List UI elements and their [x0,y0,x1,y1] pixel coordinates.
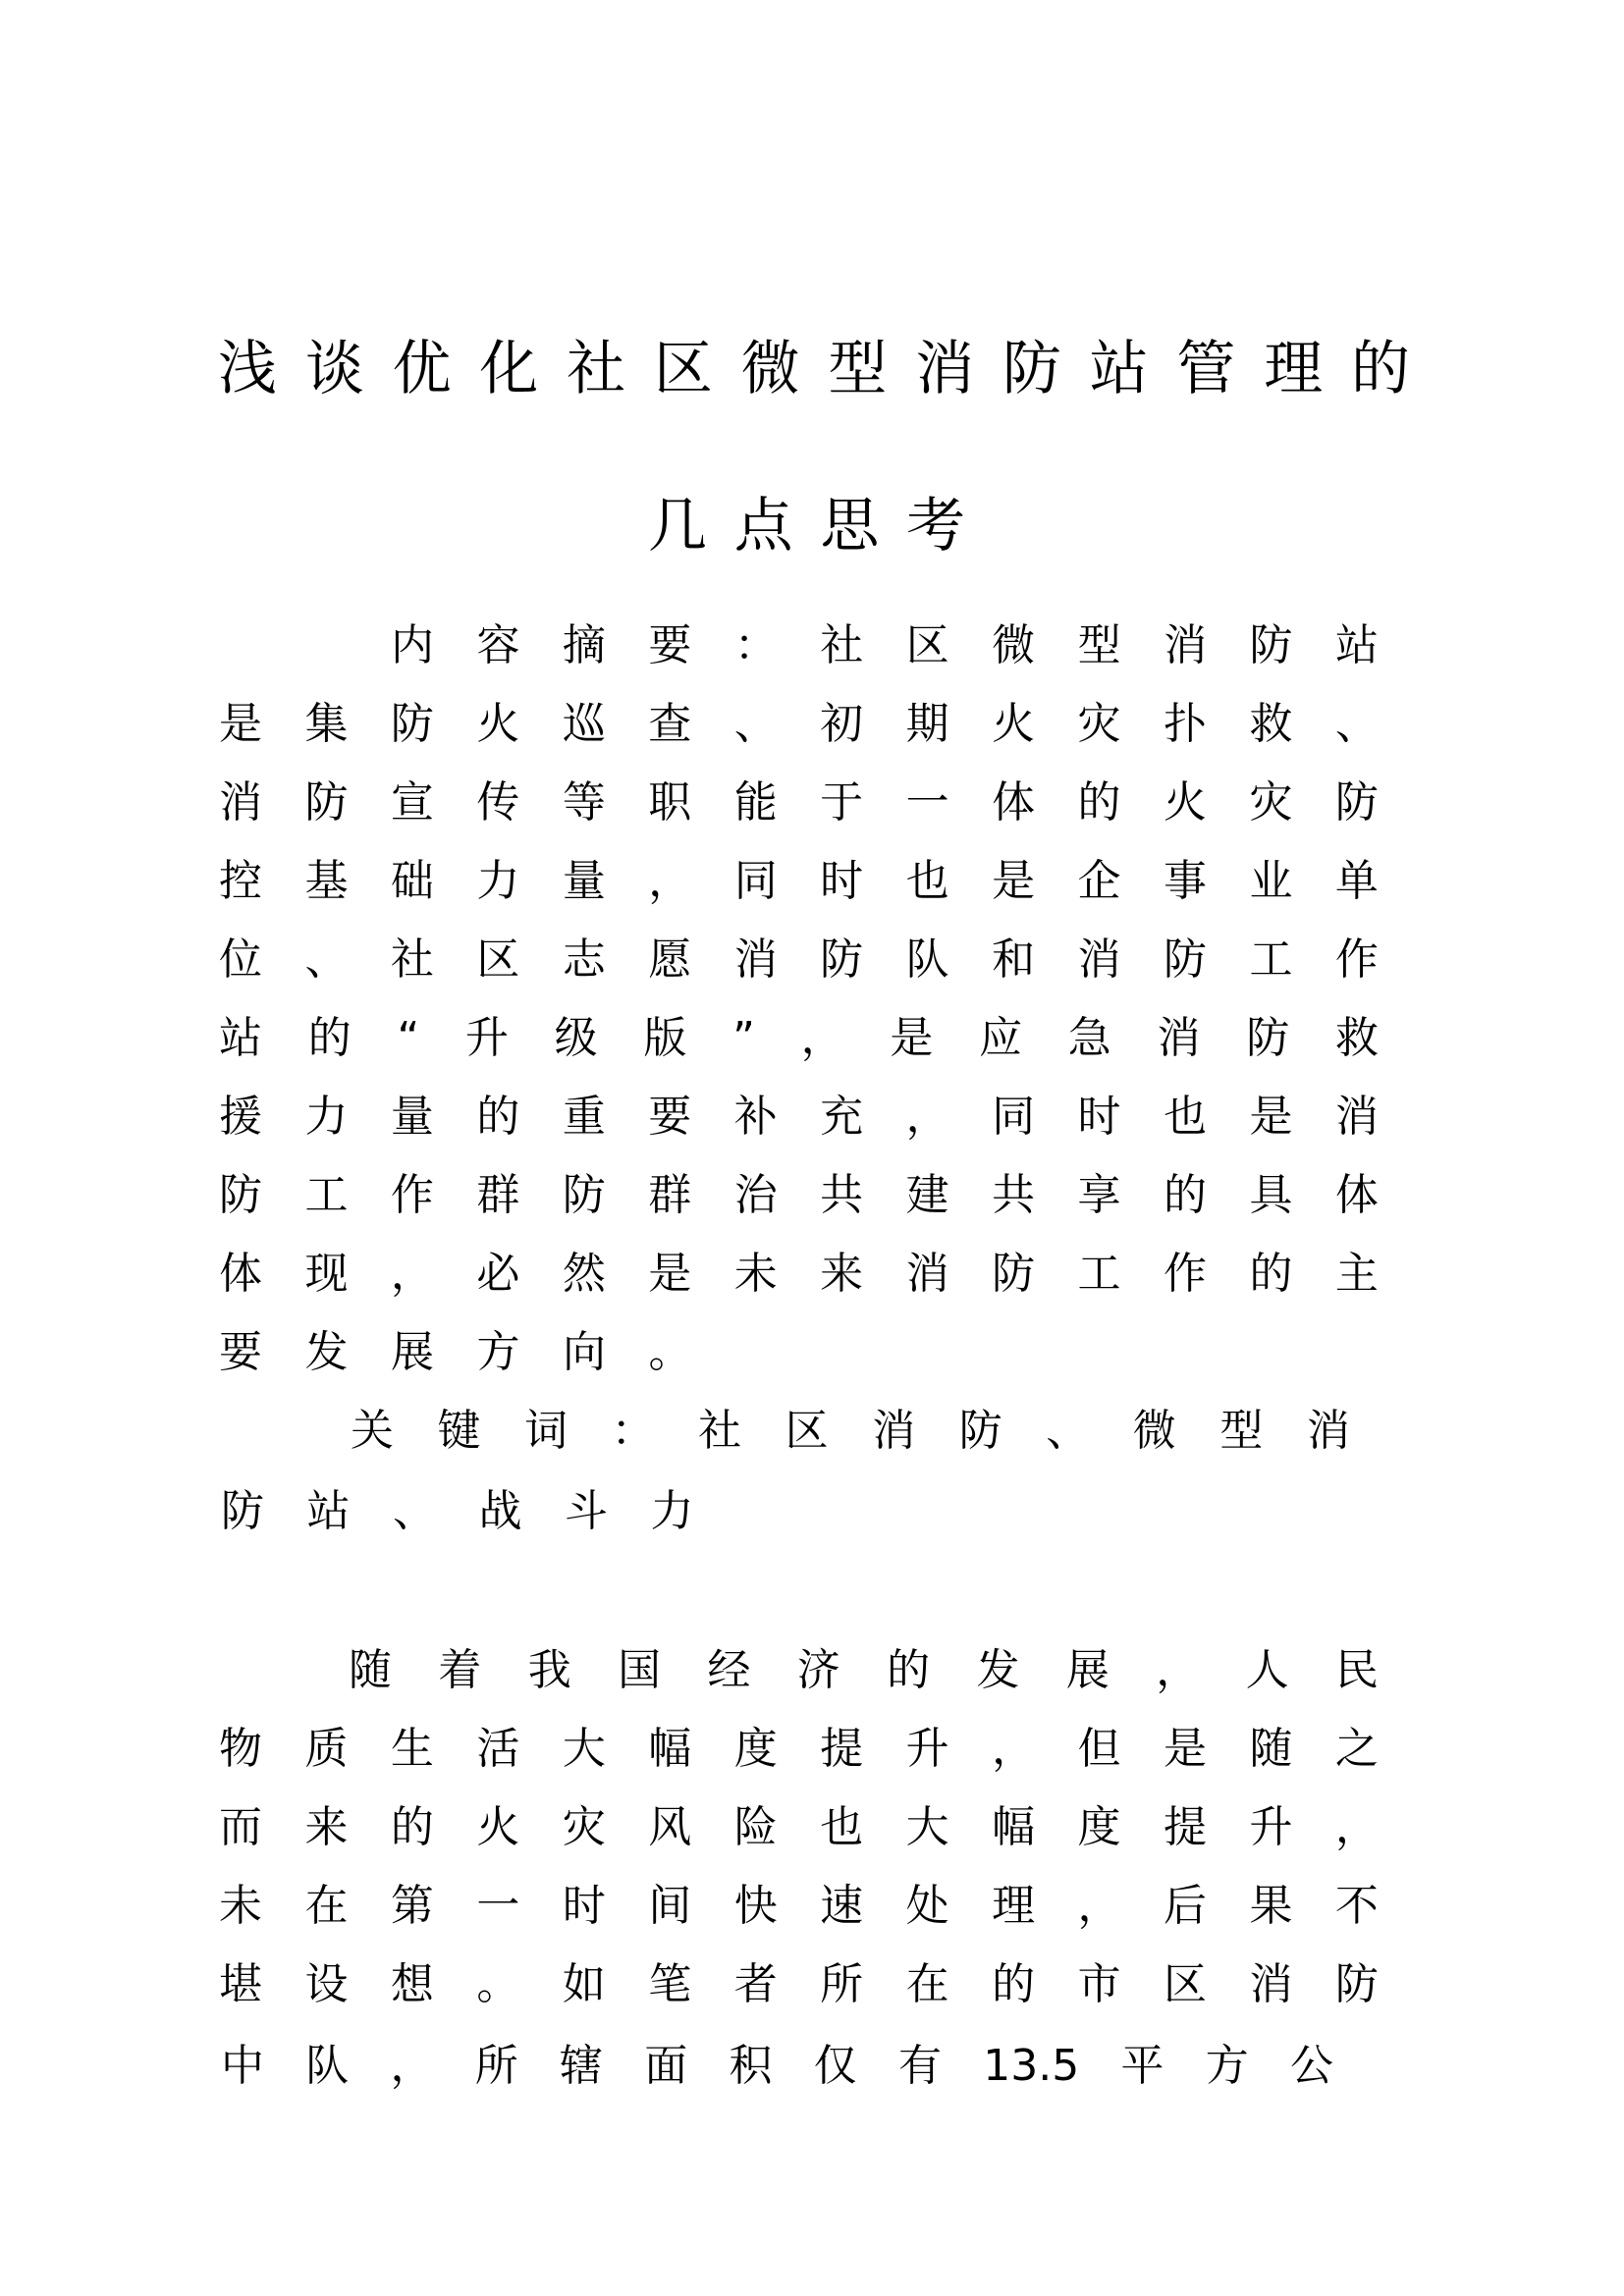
text-char: 防 [562,1170,606,1220]
text-char: ： [733,620,778,670]
text-char: 共 [992,1170,1036,1220]
text-char: 作 [390,1170,434,1220]
text-char: 微 [1132,1406,1176,1456]
text-char: 想 [390,1959,434,2009]
text-char: 词 [524,1406,568,1456]
text-char: 区 [1163,1959,1207,2009]
text-char: 的 [1077,777,1121,828]
text-char: 事 [1163,856,1207,906]
text-char: 防 [1163,934,1207,985]
text-char: 积 [729,2041,773,2091]
text-char: 站 [1334,620,1379,670]
text-char: 防 [1246,1013,1290,1063]
text-char: 初 [820,699,864,749]
text-char: 灾 [562,1802,606,1852]
text-char: 方 [476,1327,520,1377]
text-char: 度 [1077,1802,1121,1852]
text-char: 如 [562,1959,606,2009]
text-char: 着 [438,1645,482,1695]
text-char: 区 [785,1406,829,1456]
text-char: 应 [979,1013,1023,1063]
text-char: 快 [733,1881,778,1931]
text-char: 群 [648,1170,692,1220]
text-char: 愿 [648,934,692,985]
text-char: 公 [1289,2041,1333,2091]
text-char: 防 [304,777,349,828]
text-char: 幅 [648,1724,692,1774]
text-char: 市 [1077,1959,1121,2009]
text-char: 消 [905,1249,949,1299]
text-char: 谈 [304,335,364,403]
text-char: 时 [820,856,864,906]
text-char: 消 [1164,620,1208,670]
text-char: 要 [648,1092,692,1142]
text-char: 火 [992,699,1036,749]
text-char: 物 [219,1724,262,1774]
text-char: 防 [820,934,864,985]
text-char: 级 [554,1013,598,1063]
text-char: 消 [1077,934,1121,985]
text-char: 理 [992,1881,1036,1931]
text-char: 也 [820,1802,864,1852]
text-char: 火 [476,699,520,749]
text-char: 必 [476,1249,520,1299]
text-char: ， [992,1724,1036,1774]
text-char: 站 [219,1013,262,1063]
text-char: 、 [733,699,778,749]
text-char: 援 [219,1092,262,1142]
text-char: 是 [1249,1092,1293,1142]
text-char: 发 [304,1327,349,1377]
text-char: 宣 [390,777,434,828]
text-char: 中 [221,2041,264,2091]
text-char: 防 [390,699,434,749]
text-char: 是 [992,856,1036,906]
text-char: ， [1334,1802,1379,1852]
text-char: 有 [898,2041,942,2091]
text-char: 之 [1334,1724,1379,1774]
text-char: 理 [1264,335,1324,403]
text-char: 是 [1163,1724,1207,1774]
text-char: 来 [820,1249,864,1299]
text-char: 未 [219,1881,262,1931]
body-line [219,1724,1379,1775]
text-char: 享 [1077,1170,1121,1220]
text-char: 优 [392,335,452,403]
text-char: 微 [740,335,800,403]
text-char: 消 [733,934,778,985]
text-char: 斗 [565,1486,608,1536]
text-char: 内 [391,620,434,670]
text-char: 、 [393,1486,436,1536]
text-char: 后 [1163,1881,1207,1931]
text-char: 大 [905,1802,949,1852]
text-char: 设 [304,1959,349,2009]
text-char: 是 [219,699,262,749]
text-char: 在 [304,1881,349,1931]
text-char: 处 [905,1881,949,1931]
text-char: 控 [219,856,262,906]
text-char: 等 [562,777,606,828]
text-char: 思 [820,492,880,561]
text-char: ， [800,1013,844,1063]
text-char: 型 [1077,620,1121,670]
text-char: 化 [479,335,539,403]
text-char: 火 [476,1802,520,1852]
text-char: 人 [1245,1645,1289,1695]
text-char: 企 [1077,856,1121,906]
text-char: 幅 [992,1802,1036,1852]
text-char: ， [390,2041,434,2091]
text-char: 巡 [562,699,606,749]
text-char: 补 [733,1092,778,1142]
text-char: 提 [820,1724,864,1774]
text-char: 、 [1334,699,1379,749]
text-char: 随 [1249,1724,1293,1774]
text-char: 体 [219,1249,262,1299]
text-char: 站 [1089,335,1149,403]
text-char: 险 [733,1802,778,1852]
text-char: 、 [304,934,349,985]
text-char: 灾 [1077,699,1121,749]
text-char: 升 [905,1724,949,1774]
text-char: 不 [1334,1881,1379,1931]
text-char: 工 [304,1170,349,1220]
text-char: 间 [648,1881,692,1931]
text-char: 期 [905,699,949,749]
text-char: 集 [304,699,349,749]
abstract-line [219,856,1379,907]
text-char: 几 [648,492,707,561]
text-char: 群 [476,1170,520,1220]
text-char: 职 [648,777,692,828]
text-char: 作 [1163,1249,1207,1299]
text-char: 。 [476,1959,520,2009]
abstract-line [391,620,1379,671]
text-char: 治 [733,1170,778,1220]
text-char: 然 [562,1249,606,1299]
text-char: 消 [1334,1092,1379,1142]
text-char: 的 [1350,335,1410,403]
text-char: 力 [650,1486,694,1536]
text-char: 要 [219,1327,262,1377]
keywords-line [221,1486,736,1537]
text-char: 也 [905,856,949,906]
text-char: 防 [221,1486,264,1536]
text-char: 国 [618,1645,662,1695]
text-char: 体 [1334,1170,1379,1220]
abstract-line [219,1170,1379,1221]
text-char: ， [905,1092,949,1142]
text-char: 志 [562,934,606,985]
text-char: 力 [304,1092,349,1142]
text-char: 位 [219,934,262,985]
text-char: 、 [1046,1406,1090,1456]
text-char: 也 [1163,1092,1207,1142]
text-char: 战 [478,1486,522,1536]
text-char: 区 [476,934,520,985]
text-char: 防 [958,1406,1002,1456]
text-char: 关 [351,1406,394,1456]
abstract-line [219,1249,1379,1300]
text-char: 防 [992,1249,1036,1299]
text-char: 13.5 [983,2041,1080,2091]
text-char: 而 [219,1802,262,1852]
text-char: 未 [733,1249,778,1299]
text-char: 升 [1249,1802,1293,1852]
text-char: 力 [476,856,520,906]
text-char: 社 [567,335,626,403]
text-char: 消 [1306,1406,1350,1456]
text-char: ” [732,1013,755,1063]
text-char: 笔 [648,1959,692,2009]
text-char: 在 [905,1959,949,2009]
text-char: 时 [562,1881,606,1931]
abstract-line [219,934,1379,986]
text-char: 者 [733,1959,778,2009]
text-char: 防 [1001,335,1061,403]
text-char: ， [648,856,692,906]
text-char: 要 [648,620,692,670]
text-char: 救 [1249,699,1293,749]
text-char: 是 [890,1013,934,1063]
text-char: 基 [304,856,349,906]
text-char: 考 [905,492,965,561]
text-char: 能 [733,777,778,828]
title-line-1 [218,335,1410,403]
text-char: ， [1077,1881,1121,1931]
text-char: 版 [643,1013,687,1063]
abstract-line [219,1092,1379,1143]
body-line [221,2041,1333,2092]
text-char: 质 [304,1724,349,1774]
text-char: 。 [648,1327,692,1377]
text-char: 具 [1249,1170,1293,1220]
text-char: 时 [1077,1092,1121,1142]
body-line [219,1802,1379,1853]
text-char: 是 [648,1249,692,1299]
text-char: 同 [733,856,778,906]
text-char: 堪 [219,1959,262,2009]
body-line [219,1881,1379,1932]
text-char: 共 [820,1170,864,1220]
text-char: 于 [820,777,864,828]
text-char: 的 [307,1013,352,1063]
text-char: 消 [1249,1959,1293,2009]
text-char: 摘 [562,620,606,670]
text-char: 的 [992,1959,1036,2009]
text-char: 建 [905,1170,949,1220]
text-char: 仅 [813,2041,857,2091]
text-char: 救 [1334,1013,1379,1063]
text-char: 微 [992,620,1036,670]
text-char: 查 [648,699,692,749]
body-line [349,1645,1379,1696]
text-char: 消 [915,335,975,403]
text-char: 所 [474,2041,518,2091]
text-char: 防 [1334,1959,1379,2009]
text-char: 度 [733,1724,778,1774]
text-char: 活 [476,1724,520,1774]
abstract-line [219,1013,1379,1064]
text-char: ， [1156,1645,1200,1695]
text-char: 消 [219,777,262,828]
text-char: 随 [349,1645,392,1695]
text-char: 面 [644,2041,688,2091]
title-line-2 [648,492,965,561]
text-char: 发 [976,1645,1020,1695]
text-char: 果 [1249,1881,1293,1931]
body-line [219,1959,1379,2010]
text-char: 向 [563,1327,606,1377]
text-char: 大 [562,1724,606,1774]
text-char: 的 [887,1645,931,1695]
text-char: 业 [1249,856,1293,906]
text-char: 展 [1065,1645,1110,1695]
text-char: ： [611,1406,655,1456]
text-char: 所 [820,1959,864,2009]
text-char: 民 [1334,1645,1379,1695]
text-char: 第 [390,1881,434,1931]
text-char: 体 [992,777,1036,828]
text-char: 的 [476,1092,520,1142]
text-char: 重 [562,1092,606,1142]
text-char: 传 [476,777,520,828]
text-char: 防 [1334,777,1379,828]
keywords-line [351,1406,1350,1457]
text-char: 主 [1334,1249,1379,1299]
text-char: 区 [905,620,949,670]
text-char: 和 [992,934,1036,985]
text-char: 队 [905,934,949,985]
abstract-line [219,777,1379,828]
text-char: 工 [1077,1249,1121,1299]
text-char: 的 [1163,1170,1207,1220]
text-char: 工 [1249,934,1293,985]
text-char: 风 [648,1802,692,1852]
text-char: “ [397,1013,420,1063]
text-char: 提 [1163,1802,1207,1852]
abstract-line [219,699,1379,750]
text-char: 键 [437,1406,481,1456]
text-char: 灾 [1249,777,1293,828]
text-char: 型 [1219,1406,1264,1456]
text-char: 防 [219,1170,262,1220]
text-char: 量 [562,856,606,906]
text-char: 型 [828,335,888,403]
text-char: 消 [872,1406,916,1456]
text-char: 单 [1334,856,1379,906]
text-char: 量 [390,1092,434,1142]
text-char: 但 [1077,1724,1121,1774]
text-char: 方 [1205,2041,1249,2091]
text-char: 充 [820,1092,864,1142]
abstract-line [219,1327,734,1378]
text-char: 升 [464,1013,509,1063]
text-char: 容 [476,620,520,670]
text-char: 队 [305,2041,350,2091]
text-char: 的 [1249,1249,1293,1299]
text-char: 生 [390,1724,434,1774]
text-char: 火 [1163,777,1207,828]
text-char: 来 [304,1802,349,1852]
text-char: 站 [306,1486,351,1536]
text-char: ， [390,1249,434,1299]
text-char: 经 [707,1645,751,1695]
text-char: 浅 [218,335,277,403]
text-char: 社 [698,1406,742,1456]
text-char: 础 [390,856,434,906]
text-char: 同 [992,1092,1036,1142]
text-char: 我 [527,1645,571,1695]
text-char: 速 [820,1881,864,1931]
text-char: 区 [653,335,713,403]
text-char: 辖 [560,2041,603,2091]
text-char: 展 [391,1327,434,1377]
text-char: 管 [1176,335,1236,403]
text-char: 社 [390,934,434,985]
text-char: 济 [796,1645,840,1695]
text-char: 平 [1120,2041,1164,2091]
text-char: 一 [476,1881,520,1931]
text-char: 一 [905,777,949,828]
text-char: 扑 [1163,699,1207,749]
text-char: 消 [1157,1013,1201,1063]
text-char: 急 [1067,1013,1111,1063]
text-char: 的 [390,1802,434,1852]
text-char: 现 [304,1249,349,1299]
text-char: 社 [820,620,864,670]
text-char: 防 [1249,620,1293,670]
text-char: 点 [733,492,793,561]
text-char: 作 [1334,934,1379,985]
